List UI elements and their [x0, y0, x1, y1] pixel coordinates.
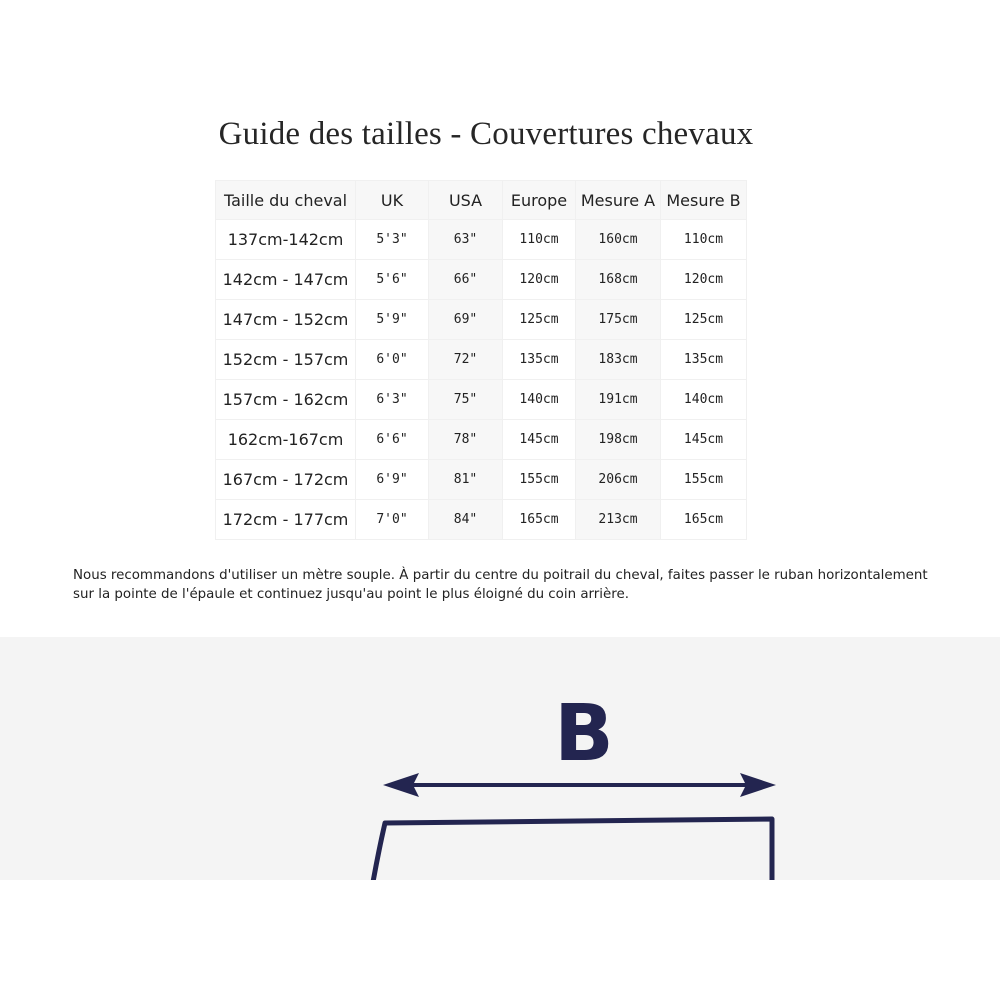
cell-measure-a: 175cm: [576, 300, 661, 340]
cell-horse-size: 152cm - 157cm: [216, 340, 356, 380]
header-uk: UK: [356, 181, 429, 220]
cell-measure-b: 110cm: [661, 220, 747, 260]
table-row: [216, 500, 747, 540]
cell-europe: 125cm: [503, 300, 576, 340]
cell-europe: 155cm: [503, 460, 576, 500]
table-header-row: [216, 181, 747, 220]
double-arrow-icon: [383, 773, 776, 797]
cell-uk: 7'0": [356, 500, 429, 540]
cell-horse-size: 137cm-142cm: [216, 220, 356, 260]
cell-horse-size: 157cm - 162cm: [216, 380, 356, 420]
header-measure-a: Mesure A: [576, 181, 661, 220]
cell-measure-b: 120cm: [661, 260, 747, 300]
header-europe: Europe: [503, 181, 576, 220]
cell-uk: 6'9": [356, 460, 429, 500]
cell-horse-size: 167cm - 172cm: [216, 460, 356, 500]
table-row: [216, 380, 747, 420]
table-row: [216, 300, 747, 340]
cell-usa: 84": [429, 500, 503, 540]
cell-measure-b: 155cm: [661, 460, 747, 500]
header-measure-b: Mesure B: [661, 181, 747, 220]
header-horse-size: Taille du cheval: [216, 181, 356, 220]
cell-usa: 72": [429, 340, 503, 380]
cell-usa: 63": [429, 220, 503, 260]
cell-horse-size: 172cm - 177cm: [216, 500, 356, 540]
blanket-outline-icon: [373, 819, 772, 880]
table-row: [216, 460, 747, 500]
cell-measure-b: 135cm: [661, 340, 747, 380]
cell-europe: 110cm: [503, 220, 576, 260]
measurement-b-label: B: [554, 689, 614, 779]
cell-measure-b: 145cm: [661, 420, 747, 460]
cell-europe: 145cm: [503, 420, 576, 460]
size-chart-table: [215, 180, 747, 540]
cell-measure-a: 160cm: [576, 220, 661, 260]
cell-uk: 6'3": [356, 380, 429, 420]
cell-measure-b: 140cm: [661, 380, 747, 420]
cell-uk: 6'6": [356, 420, 429, 460]
cell-europe: 135cm: [503, 340, 576, 380]
cell-usa: 69": [429, 300, 503, 340]
cell-usa: 75": [429, 380, 503, 420]
cell-usa: 81": [429, 460, 503, 500]
cell-europe: 165cm: [503, 500, 576, 540]
cell-europe: 140cm: [503, 380, 576, 420]
cell-measure-a: 198cm: [576, 420, 661, 460]
table-row: [216, 420, 747, 460]
header-usa: USA: [429, 181, 503, 220]
cell-measure-a: 206cm: [576, 460, 661, 500]
table-row: [216, 260, 747, 300]
measurement-diagram: [0, 637, 1000, 880]
measuring-advice-text: Nous recommandons d'utiliser un mètre souple. À partir du centre du poitrail du cheval, faites passer le ruban horizontalement sur la pointe de l'épaule et continuez jusqu'au point le plus éloigné du coin arrière.: [73, 568, 928, 602]
cell-usa: 66": [429, 260, 503, 300]
page-title: Guide des tailles - Couvertures chevaux: [218, 116, 754, 152]
cell-horse-size: 162cm-167cm: [216, 420, 356, 460]
measurement-diagram-drawing: [0, 637, 1000, 880]
cell-measure-b: 125cm: [661, 300, 747, 340]
cell-measure-a: 213cm: [576, 500, 661, 540]
table-row: [216, 220, 747, 260]
cell-measure-b: 165cm: [661, 500, 747, 540]
cell-usa: 78": [429, 420, 503, 460]
cell-uk: 5'3": [356, 220, 429, 260]
cell-uk: 6'0": [356, 340, 429, 380]
cell-uk: 5'6": [356, 260, 429, 300]
cell-measure-a: 191cm: [576, 380, 661, 420]
cell-measure-a: 168cm: [576, 260, 661, 300]
cell-horse-size: 142cm - 147cm: [216, 260, 356, 300]
cell-horse-size: 147cm - 152cm: [216, 300, 356, 340]
cell-europe: 120cm: [503, 260, 576, 300]
cell-uk: 5'9": [356, 300, 429, 340]
cell-measure-a: 183cm: [576, 340, 661, 380]
table-row: [216, 340, 747, 380]
